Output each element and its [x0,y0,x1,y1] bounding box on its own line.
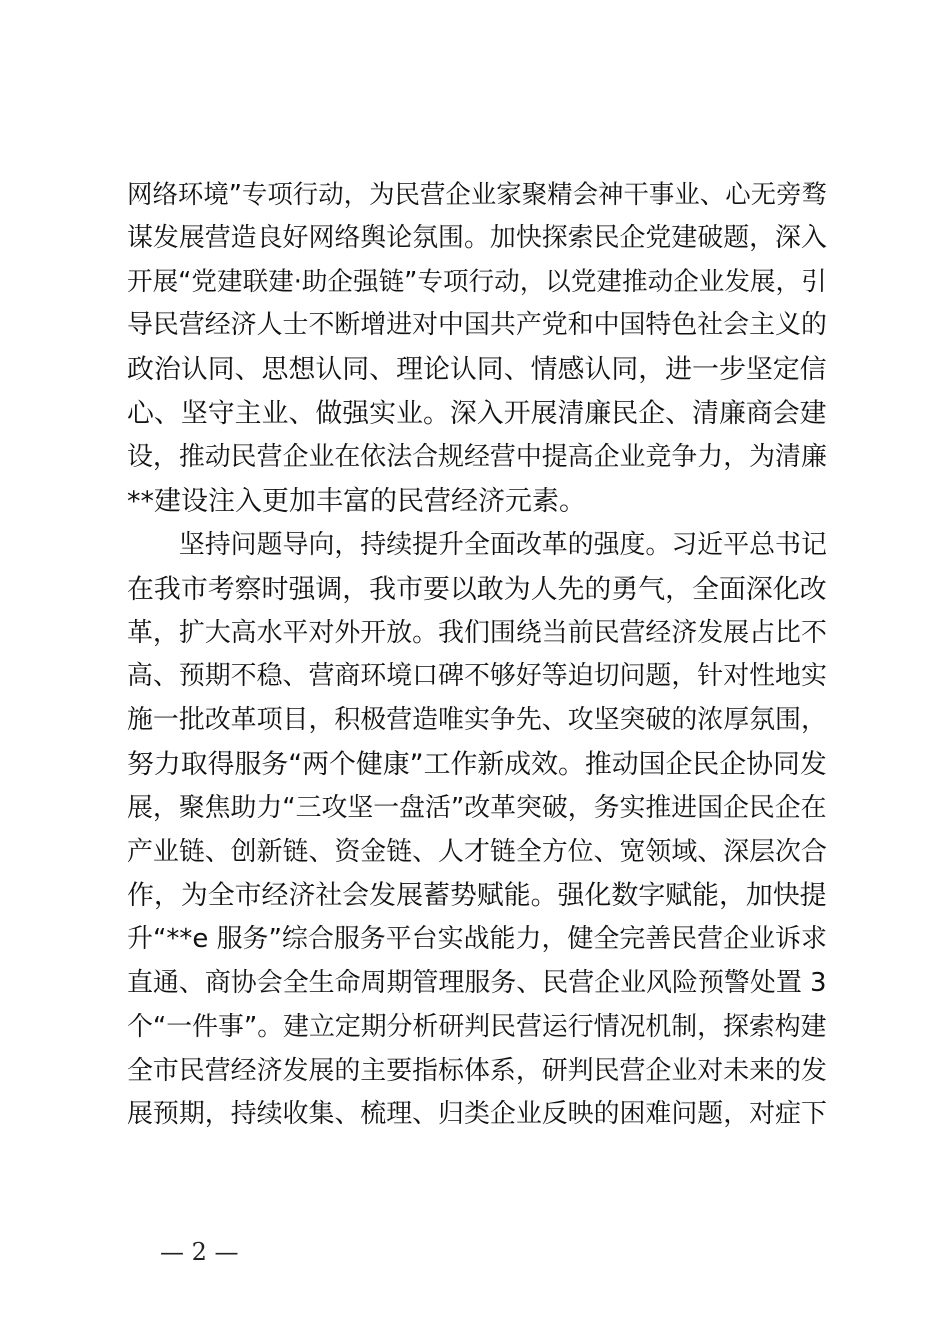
text-line: 作，为全市经济社会发展蓄势赋能。强化数字赋能，加快提 [127,880,827,912]
text-line: 个“一件事”。建立定期分析研判民营运行情况机制，探索构建 [127,1011,827,1042]
text-line: 升“**e 服务”综合服务平台实战能力，健全完善民营企业诉求 [127,924,827,955]
text-line: 全市民营经济发展的主要指标体系，研判民营企业对未来的发 [127,1055,827,1086]
page-number: — 2 — [160,1238,239,1266]
text-line: 政治认同、思想认同、理论认同、情感认同，进一步坚定信 [127,354,827,386]
text-line: 努力取得服务“两个健康”工作新成效。推动国企民企协同发 [127,748,827,780]
text-line: 网络环境”专项行动，为民营企业家聚精会神干事业、心无旁骛 [127,179,827,209]
text-line: 施一批改革项目，积极营造唯实争先、攻坚突破的浓厚氛围， [127,705,827,736]
text-line: 导民营经济人士不断增进对中国共产党和中国特色社会主义的 [127,310,827,341]
text-line: 在我市考察时强调，我市要以敢为人先的勇气，全面深化改 [127,573,827,605]
text-line: 设，推动民营企业在依法合规经营中提高企业竞争力，为清廉 [127,441,827,472]
text-line: 坚持问题导向，持续提升全面改革的强度。习近平总书记 [127,530,827,560]
text-line: 高、预期不稳、营商环境口碑不够好等迫切问题，针对性地实 [127,661,827,692]
text-line: 直通、商协会全生命周期管理服务、民营企业风险预警处置 3 [127,967,827,998]
text-line: 心、坚守主业、做强实业。深入开展清廉民企、清廉商会建 [127,397,827,429]
text-line: 产业链、创新链、资金链、人才链全方位、宽领域、深层次合 [127,836,827,867]
text-line: 革，扩大高水平对外开放。我们围绕当前民营经济发展占比不 [127,617,827,648]
paragraph-1 [127,173,827,523]
paragraph-2 [127,524,827,1137]
text-line: 展预期，持续收集、梳理、归类企业反映的困难问题，对症下 [127,1099,827,1130]
text-line: 谋发展营造良好网络舆论氛围。加快探索民企党建破题，深入 [127,222,827,253]
text-line: 开展“党建联建·助企强链”专项行动，以党建推动企业发展，引 [127,266,827,297]
text-line: 展，聚焦助力“三攻坚一盘活”改革突破，务实推进国企民企在 [127,792,827,823]
text-line: **建设注入更加丰富的民营经济元素。 [127,485,586,517]
